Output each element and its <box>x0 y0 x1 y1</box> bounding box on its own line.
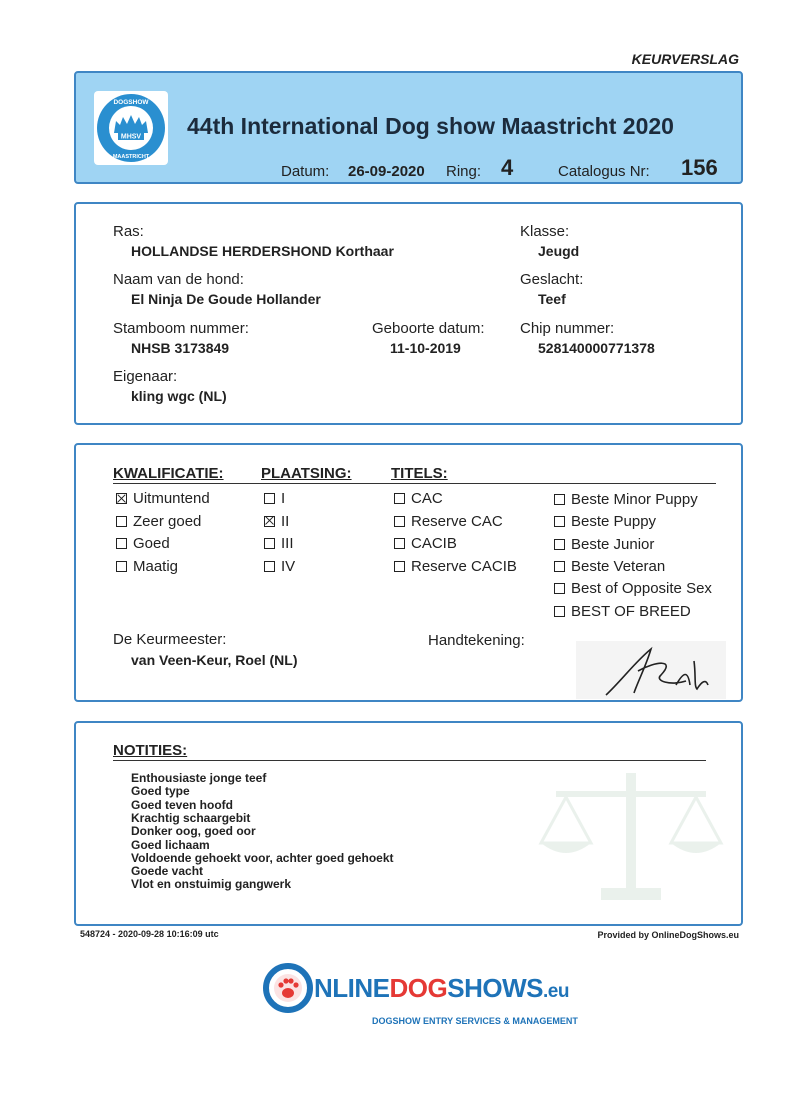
note-line: Goede vacht <box>131 864 204 879</box>
placement-option-1[interactable] <box>264 513 289 530</box>
award-option-4[interactable] <box>554 580 712 597</box>
breed-value: HOLLANDSE HERDERSHOND Korthaar <box>131 243 394 259</box>
owner-value: kling wgc (NL) <box>131 388 227 404</box>
owner-label: Eigenaar: <box>113 368 178 385</box>
chip-value: 528140000771378 <box>538 340 655 356</box>
placement-option-label: I <box>281 490 286 507</box>
title-option-label: CAC <box>411 490 443 507</box>
qualification-option-label: Zeer goed <box>133 512 202 530</box>
brand-eu: .eu <box>542 981 569 1002</box>
pedigree-value: NHSB 3173849 <box>131 340 230 356</box>
reference-text: 548724 - 2020-09-28 10:16:09 utc <box>80 929 219 939</box>
name-label: Naam van de hond: <box>113 271 244 288</box>
note-line: Voldoende gehoekt voor, achter goed gehoekt <box>131 850 394 865</box>
title-option-label: Reserve CACIB <box>411 557 517 575</box>
brand-online: NLINE <box>314 973 390 1003</box>
birth-date-value: 11-10-2019 <box>390 340 461 356</box>
checkbox-icon[interactable] <box>394 538 405 549</box>
award-option-label: Beste Puppy <box>571 513 657 531</box>
qualification-option-label: Uitmuntend <box>133 490 210 507</box>
note-line: Goed type <box>131 784 190 799</box>
brand-shows: SHOWS <box>447 973 543 1003</box>
title-option-3[interactable] <box>394 558 517 575</box>
judge-label: De Keurmeester: <box>113 631 227 648</box>
signature <box>576 641 726 699</box>
signature-icon <box>576 641 726 699</box>
notes-panel <box>74 721 743 926</box>
checkbox-icon[interactable] <box>554 606 565 617</box>
judging-panel <box>74 443 743 702</box>
qualification-option-3[interactable] <box>116 558 178 575</box>
placement-header: PLAATSING: <box>261 465 352 482</box>
checkbox-icon[interactable] <box>264 561 275 572</box>
notes-header: NOTITIES: <box>113 742 188 759</box>
checkbox-icon[interactable] <box>264 493 275 504</box>
titles-header: TITELS: <box>391 465 448 482</box>
title-option-label: Reserve CAC <box>411 512 503 530</box>
checkbox-icon[interactable] <box>264 516 275 527</box>
qualification-option-label: Maatig <box>133 557 179 575</box>
placement-option-label: II <box>281 512 290 530</box>
svg-text:DOGSHOW: DOGSHOW <box>113 99 149 106</box>
award-option-label: Beste Minor Puppy <box>571 491 698 508</box>
catalogue-value: 156 <box>681 155 718 180</box>
note-line: Donker oog, goed oor <box>131 824 256 839</box>
award-option-label: Beste Junior <box>571 535 655 553</box>
ring-label: Ring: <box>446 163 482 180</box>
checkbox-icon[interactable] <box>116 516 127 527</box>
placement-option-0[interactable] <box>264 490 285 507</box>
award-option-label: BEST OF BREED <box>571 602 691 620</box>
brand-dog: DOG <box>389 973 448 1003</box>
qualification-option-label: Goed <box>133 535 170 552</box>
sex-value: Teef <box>538 291 566 307</box>
note-line: Goed teven hoofd <box>131 797 233 812</box>
checkbox-icon[interactable] <box>116 493 127 504</box>
qualification-option-0[interactable] <box>116 490 210 507</box>
scales-icon <box>536 763 726 903</box>
brand-wordmark <box>314 973 569 1004</box>
award-option-5[interactable] <box>554 603 691 620</box>
svg-text:MHSV: MHSV <box>120 133 142 141</box>
note-line: Enthousiaste jonge teef <box>131 771 267 785</box>
award-option-3[interactable] <box>554 558 665 575</box>
award-option-1[interactable] <box>554 513 656 530</box>
award-option-label: Beste Veteran <box>571 557 666 575</box>
ring-value: 4 <box>501 155 514 180</box>
placement-option-2[interactable] <box>264 535 294 552</box>
date-label: Datum: <box>281 163 330 180</box>
placement-option-3[interactable] <box>264 558 295 575</box>
provided-by-text: Provided by OnlineDogShows.eu <box>597 930 739 940</box>
title-option-label: CACIB <box>411 535 457 552</box>
qualification-option-1[interactable] <box>116 513 201 530</box>
title-option-0[interactable] <box>394 490 443 507</box>
header-panel <box>74 71 743 184</box>
chip-label: Chip nummer: <box>520 320 615 337</box>
checkbox-icon[interactable] <box>264 538 275 549</box>
checkbox-icon[interactable] <box>394 493 405 504</box>
note-line: Vlot en onstuimig gangwerk <box>131 877 292 892</box>
title-option-2[interactable] <box>394 535 457 552</box>
catalogue-label: Catalogus Nr: <box>558 163 650 180</box>
checkbox-icon[interactable] <box>554 516 565 527</box>
checkbox-icon[interactable] <box>394 561 405 572</box>
award-option-0[interactable] <box>554 491 698 508</box>
award-option-label: Best of Opposite Sex <box>571 580 712 598</box>
placement-option-label: III <box>281 535 294 552</box>
date-value: 26-09-2020 <box>348 163 425 180</box>
signature-label: Handtekening: <box>428 632 525 649</box>
header-underline <box>113 483 716 484</box>
name-value: El Ninja De Goude Hollander <box>131 291 321 307</box>
report-title: KEURVERSLAG <box>631 51 739 67</box>
checkbox-icon[interactable] <box>116 538 127 549</box>
show-logo <box>94 91 168 165</box>
birth-date-label: Geboorte datum: <box>372 320 485 337</box>
note-line: Krachtig schaargebit <box>131 810 251 825</box>
note-line: Goed lichaam <box>131 837 210 852</box>
checkbox-icon[interactable] <box>394 516 405 527</box>
title-option-1[interactable] <box>394 513 503 530</box>
dogshow-logo-icon <box>94 91 168 165</box>
event-title: 44th International Dog show Maastricht 2020 <box>187 113 674 139</box>
class-value: Jeugd <box>538 243 580 259</box>
judge-value: van Veen-Keur, Roel (NL) <box>131 652 298 668</box>
svg-text:MAASTRICHT: MAASTRICHT <box>112 154 150 160</box>
sex-label: Geslacht: <box>520 271 584 288</box>
qualification-option-2[interactable] <box>116 535 170 552</box>
checkbox-icon[interactable] <box>554 539 565 550</box>
scales-watermark <box>536 763 726 903</box>
qualification-header: KWALIFICATIE: <box>113 465 224 482</box>
breed-label: Ras: <box>113 223 144 240</box>
checkbox-icon[interactable] <box>116 561 127 572</box>
award-option-2[interactable] <box>554 536 654 553</box>
dog-info-panel <box>74 202 743 425</box>
checkbox-icon[interactable] <box>554 583 565 594</box>
checkbox-icon[interactable] <box>554 561 565 572</box>
placement-option-label: IV <box>281 557 296 575</box>
checkbox-icon[interactable] <box>554 494 565 505</box>
class-label: Klasse: <box>520 223 570 240</box>
brand-logo[interactable] <box>262 960 578 1030</box>
paw-icon <box>262 962 314 1014</box>
notes-underline <box>113 760 706 761</box>
pedigree-label: Stamboom nummer: <box>113 320 249 337</box>
brand-tagline: DOGSHOW ENTRY SERVICES & MANAGEMENT <box>372 1016 578 1026</box>
